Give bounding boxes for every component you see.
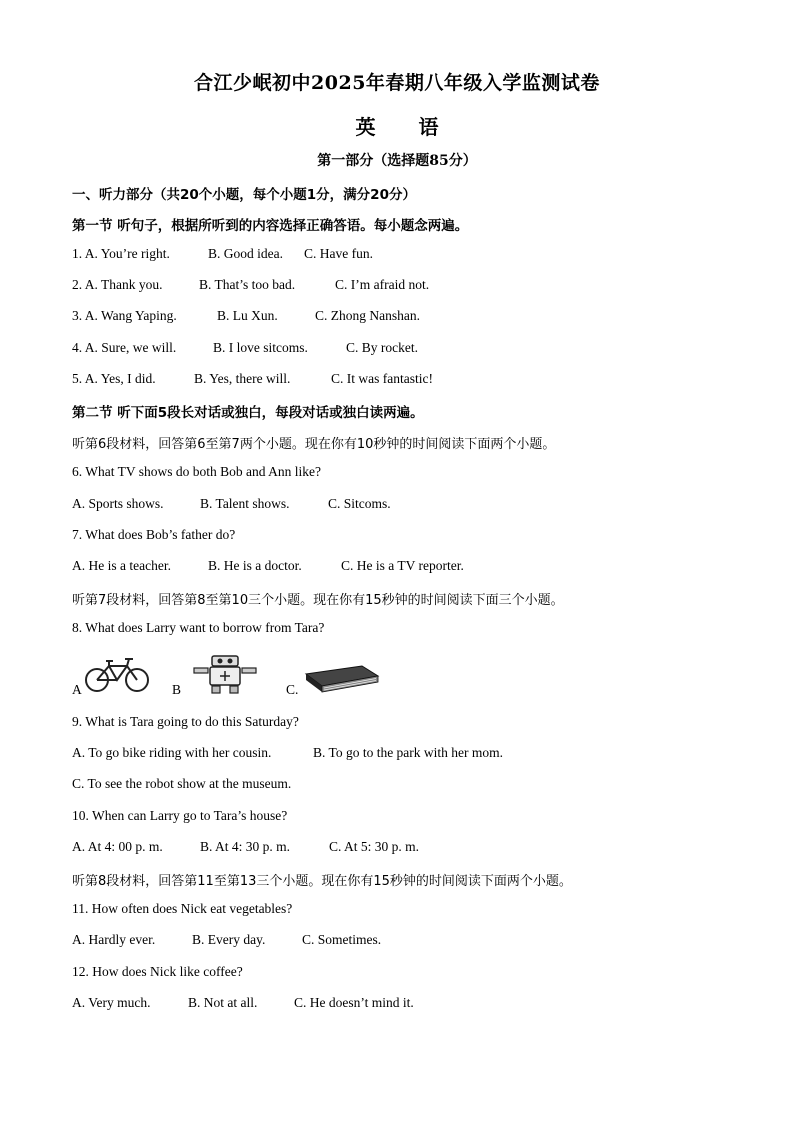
- part-title: 第一部分（选择题85分）: [317, 153, 477, 169]
- q3-option-a: 3. A. Wang Yaping.: [72, 308, 177, 323]
- q12-option-a: A. Very much.: [72, 995, 151, 1010]
- material-6-intro: 听第6段材料，回答第6至第7两个小题。现在你有10秒钟的时间阅读下面两个小题。: [72, 437, 556, 452]
- bicycle-icon: [82, 654, 152, 694]
- q6-option-b: B. Talent shows.: [200, 496, 290, 511]
- question-1: [72, 246, 373, 262]
- q1-option-b: B. Good idea.: [208, 246, 283, 261]
- exam-title: 合江少岷初中2025年春期八年级入学监测试卷: [194, 72, 600, 94]
- q4-option-b: B. I love sitcoms.: [213, 340, 308, 355]
- section-heading-listening: 一、听力部分（共20个小题，每个小题1分，满分20分）: [72, 187, 416, 203]
- question-7: 7. What does Bob’s father do?: [72, 527, 236, 542]
- question-6: 6. What TV shows do both Bob and Ann like?: [72, 464, 321, 479]
- sub-section-2-heading: 第二节 听下面5段长对话或独白，每段对话或独白读两遍。: [72, 405, 424, 421]
- q7-option-a: A. He is a teacher.: [72, 558, 171, 573]
- q6-option-a: A. Sports shows.: [72, 496, 164, 511]
- question-6-options: [72, 496, 391, 512]
- question-8: 8. What does Larry want to borrow from Tara?: [72, 620, 325, 635]
- q5-option-c: C. It was fantastic!: [331, 371, 433, 386]
- question-12-options: [72, 995, 414, 1011]
- question-11: 11. How often does Nick eat vegetables?: [72, 901, 293, 916]
- question-3: [72, 308, 420, 324]
- q2-option-c: C. I’m afraid not.: [335, 277, 430, 292]
- subject-title: 英 语: [355, 115, 457, 139]
- q12-option-c: C. He doesn’t mind it.: [294, 995, 414, 1010]
- q11-option-b: B. Every day.: [192, 932, 266, 947]
- question-5: [72, 371, 433, 387]
- question-10: 10. When can Larry go to Tara’s house?: [72, 808, 288, 823]
- robot-icon: [190, 654, 260, 694]
- material-7-intro: 听第7段材料，回答第8至第10三个小题。现在你有15秒钟的时间阅读下面三个小题。: [72, 593, 564, 608]
- question-9-options-ab: [72, 745, 503, 761]
- q8-label-c: C.: [286, 682, 299, 697]
- question-7-options: [72, 558, 464, 574]
- question-10-options: [72, 839, 419, 855]
- q4-option-a: 4. A. Sure, we will.: [72, 340, 177, 355]
- book-icon: [302, 662, 382, 694]
- q7-option-b: B. He is a doctor.: [208, 558, 302, 573]
- question-12: 12. How does Nick like coffee?: [72, 964, 243, 979]
- q1-option-c: C. Have fun.: [304, 246, 373, 261]
- q9-option-a: A. To go bike riding with her cousin.: [72, 745, 272, 760]
- q7-option-c: C. He is a TV reporter.: [341, 558, 464, 573]
- q2-option-a: 2. A. Thank you.: [72, 277, 163, 292]
- question-8-picture-options: [72, 654, 472, 698]
- q3-option-b: B. Lu Xun.: [217, 308, 278, 323]
- q5-option-b: B. Yes, there will.: [194, 371, 291, 386]
- q11-option-a: A. Hardly ever.: [72, 932, 156, 947]
- q8-label-b: B: [172, 682, 182, 697]
- question-11-options: [72, 932, 381, 948]
- q11-option-c: C. Sometimes.: [302, 932, 382, 947]
- q10-option-c: C. At 5: 30 p. m.: [329, 839, 420, 854]
- q9-option-c: C. To see the robot show at the museum.: [72, 776, 292, 791]
- q2-option-b: B. That’s too bad.: [199, 277, 296, 292]
- q5-option-a: 5. A. Yes, I did.: [72, 371, 156, 386]
- question-2: [72, 277, 429, 293]
- question-9: 9. What is Tara going to do this Saturday?: [72, 714, 299, 729]
- material-8-intro: 听第8段材料，回答第11至第13三个小题。现在你有15秒钟的时间阅读下面两个小题。: [72, 874, 572, 889]
- q10-option-a: A. At 4: 00 p. m.: [72, 839, 163, 854]
- q4-option-c: C. By rocket.: [346, 340, 418, 355]
- question-4: [72, 340, 418, 356]
- q6-option-c: C. Sitcoms.: [328, 496, 391, 511]
- q10-option-b: B. At 4: 30 p. m.: [200, 839, 291, 854]
- q8-label-a: A: [72, 682, 82, 697]
- sub-section-1-heading: 第一节 听句子，根据所听到的内容选择正确答语。每小题念两遍。: [72, 218, 469, 234]
- q9-option-b: B. To go to the park with her mom.: [313, 745, 504, 760]
- q3-option-c: C. Zhong Nanshan.: [315, 308, 420, 323]
- q1-option-a: 1. A. You’re right.: [72, 246, 170, 261]
- q12-option-b: B. Not at all.: [188, 995, 258, 1010]
